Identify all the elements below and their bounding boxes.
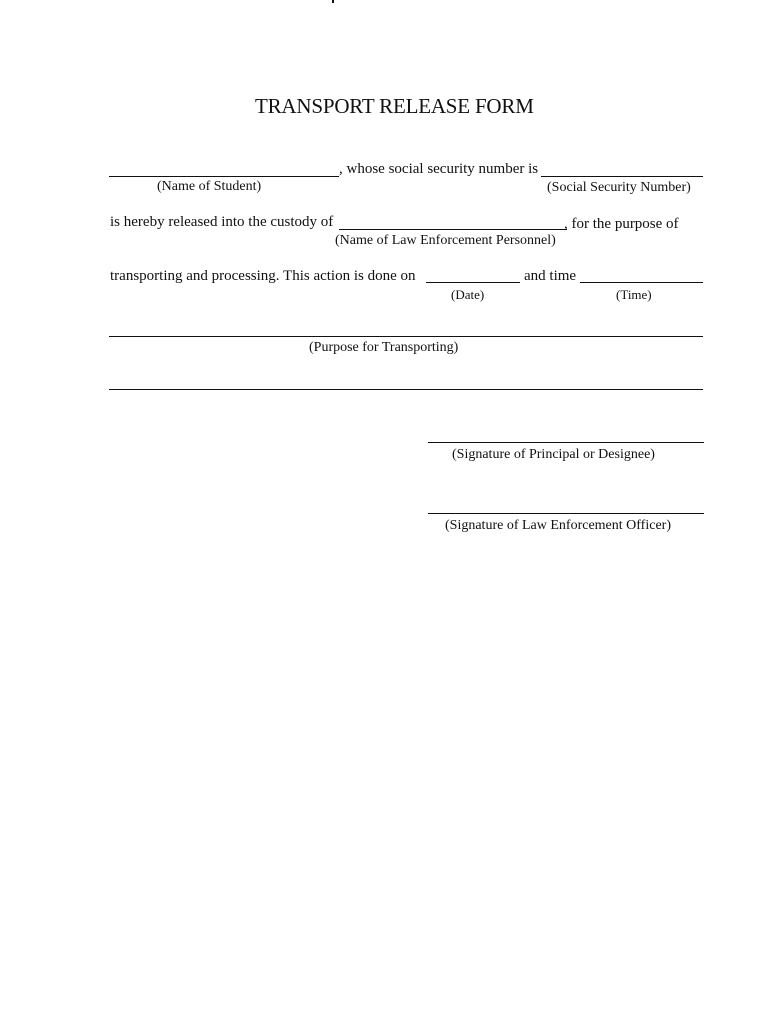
purpose-intro-text: , for the purpose of: [564, 216, 679, 232]
officer-name-field[interactable]: [339, 229, 567, 230]
date-field[interactable]: [426, 282, 520, 283]
action-date-text: transporting and processing. This action is done on: [110, 268, 416, 284]
officer-signature-label: (Signature of Law Enforcement Officer): [445, 518, 671, 533]
ssn-intro-text: , whose social security number is: [339, 161, 539, 177]
principal-signature-field[interactable]: [428, 442, 704, 443]
officer-name-label: (Name of Law Enforcement Personnel): [335, 233, 556, 248]
student-name-label: (Name of Student): [157, 179, 262, 194]
ssn-field[interactable]: [541, 176, 703, 177]
purpose-label: (Purpose for Transporting): [309, 340, 459, 355]
purpose-field-line-2[interactable]: [109, 389, 703, 390]
page-top-mark: [332, 0, 334, 3]
purpose-field[interactable]: [109, 336, 703, 337]
principal-signature-label: (Signature of Principal or Designee): [452, 447, 655, 462]
form-title: TRANSPORT RELEASE FORM: [255, 94, 534, 118]
and-time-text: and time: [524, 268, 577, 284]
ssn-label: (Social Security Number): [547, 180, 691, 195]
officer-signature-field[interactable]: [428, 513, 704, 514]
custody-intro-text: is hereby released into the custody of: [110, 214, 334, 230]
time-field[interactable]: [580, 282, 703, 283]
student-name-field[interactable]: [109, 176, 339, 177]
time-label: (Time): [616, 287, 652, 302]
date-label: (Date): [451, 287, 485, 302]
